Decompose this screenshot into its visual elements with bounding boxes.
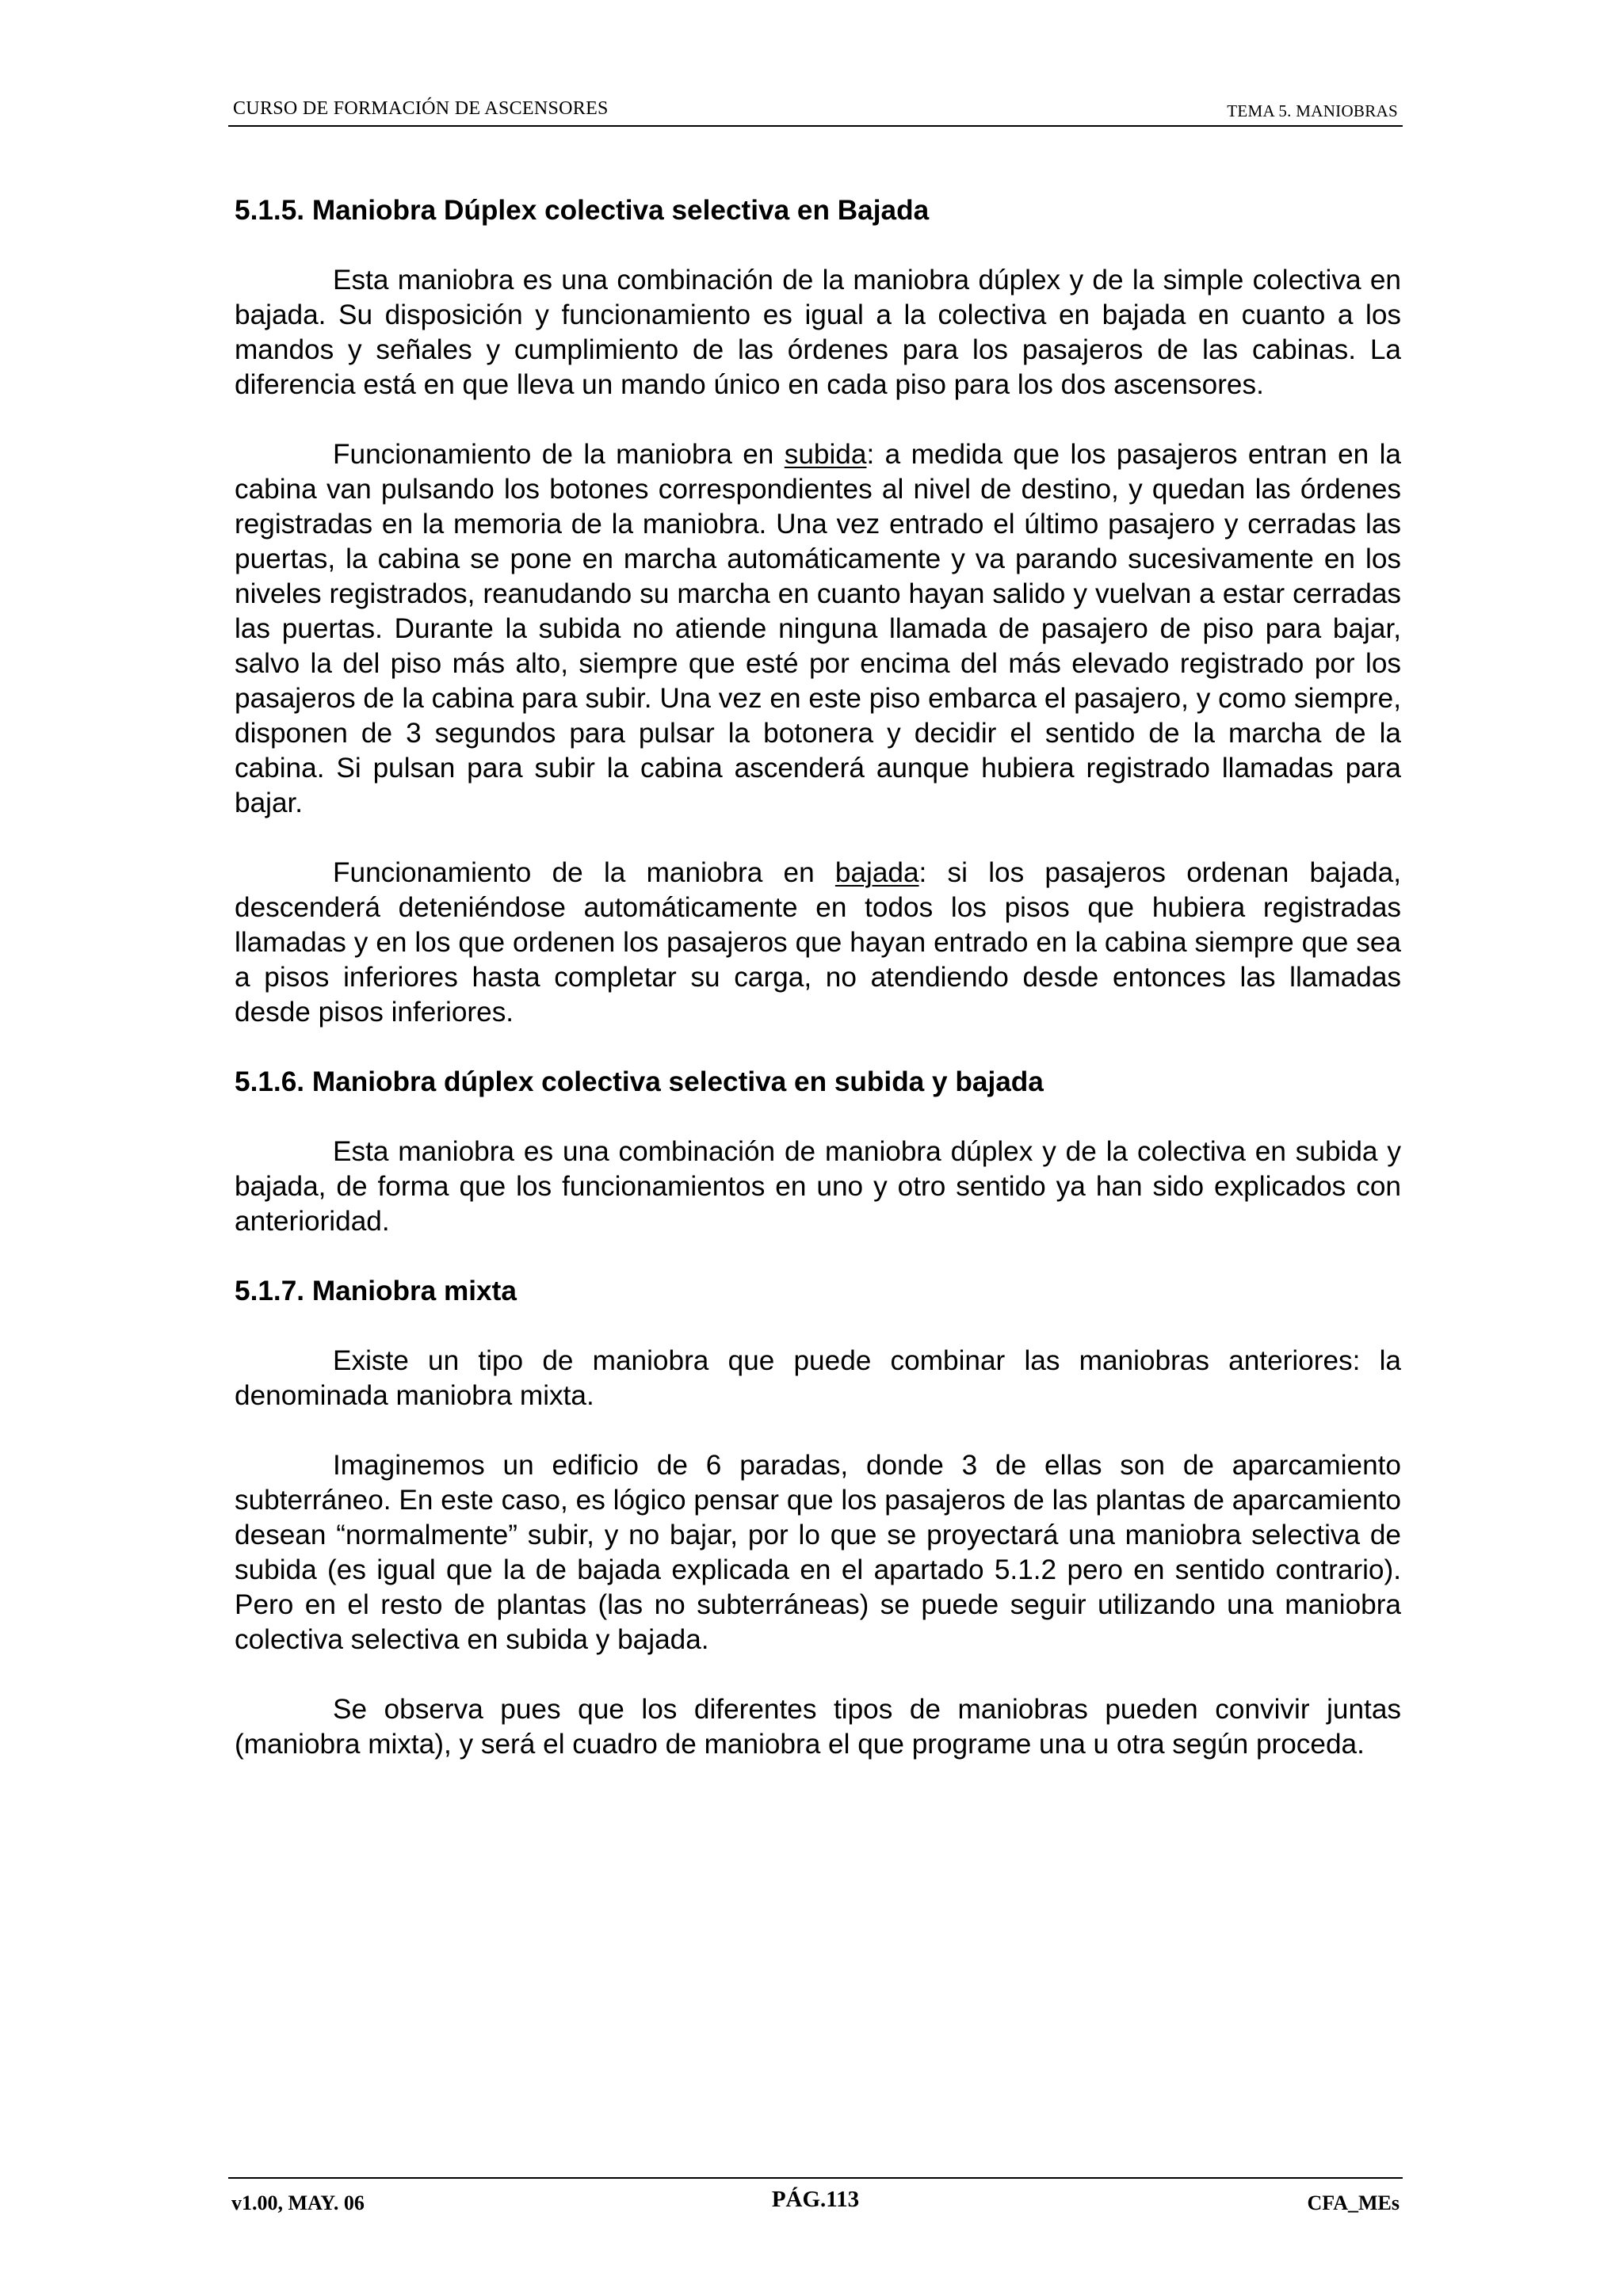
underlined-term-subida: subida: [784, 439, 867, 470]
paragraph-bajada-lead: Funcionamiento de la maniobra en: [333, 857, 835, 888]
paragraph-bajada: [235, 856, 1401, 1030]
paragraph-duplex-subida-bajada: Esta maniobra es una combinación de maniobra dúplex y de la colectiva en subida y bajada, de forma que los funcionamientos en uno y otro sentido ya han sido explicados con anterioridad.: [235, 1136, 1401, 1237]
footer-version: v1.00, MAY. 06: [231, 2191, 365, 2214]
header-course-title: CURSO DE FORMACIÓN DE ASCENSORES: [233, 98, 609, 119]
paragraph-bajada-text: : si los pasajeros ordenan bajada, descenderá deteniéndose automáticamente en todos los pisos que hubiera registradas llamadas y en los que ordenen los pasajeros que hayan entrado en la cabina siempre que sea a pisos inferiores hasta completar su carga, no atendiendo desde entonces las llamadas desde pisos inferiores.: [235, 857, 1402, 1028]
footer-document-code: CFA_MEs: [1307, 2191, 1400, 2214]
paragraph-subida-text: : a medida que los pasajeros entran en la cabina van pulsando los botones correspondientes al nivel de destino, y quedan las órdenes registradas en la memoria de la maniobra. Una vez entrado el último pasajero y cerradas las puertas, la cabina se pone en marcha automáticamente y va parando sucesivamente en los niveles registrados, reanudando su marcha en cuanto hayan salido y vuelvan a estar cerradas las puertas. Durante la subida no atiende ninguna llamada de pasajero de piso para bajar, salvo la del piso más alto, siempre que esté por encima del más elevado registrado por los pasajeros de la cabina para subir. Una vez en este piso embarca el pasajero, y como siempre, disponen de 3 segundos para pulsar la botonera y decidir el sentido de la marcha de la cabina. Si pulsan para subir la cabina ascenderá aunque hubiera registrado llamadas para bajar.: [235, 439, 1401, 818]
paragraph-mixta-conclusion: Se observa pues que los diferentes tipos de maniobras pueden convivir juntas (maniobra mixta), y será el cuadro de maniobra el que programe una u otra según proceda.: [235, 1694, 1401, 1760]
paragraph-duplex-intro: Esta maniobra es una combinación de la maniobra dúplex y de la simple colectiva en bajada. Su disposición y funcionamiento es igual a la colectiva en bajada en cuanto a los mandos y señales y cumplimiento de las órdenes para los pasajeros de las cabinas. La diferencia está en que lleva un mando único en cada piso para los dos ascensores.: [235, 265, 1401, 400]
paragraph-subida-lead: Funcionamiento de la maniobra en: [333, 439, 785, 470]
page-footer: [228, 2177, 1403, 2214]
paragraph-mixta-intro: Existe un tipo de maniobra que puede combinar las maniobras anteriores: la denominada maniobra mixta.: [235, 1345, 1401, 1411]
paragraph-subida: [235, 437, 1401, 821]
paragraph-mixta-example: Imaginemos un edificio de 6 paradas, donde 3 de ellas son de aparcamiento subterráneo. En este caso, es lógico pensar que los pasajeros de las plantas de aparcamiento desean “normalmente” subir, y no bajar, por lo que se proyectará una maniobra selectiva de subida (es igual que la de bajada explicada en el apartado 5.1.2 pero en sentido contrario). Pero en el resto de plantas (las no subterráneas) se puede seguir utilizando una maniobra colectiva selectiva en subida y bajada.: [235, 1450, 1401, 1655]
underlined-term-bajada: bajada: [834, 857, 919, 888]
document-body: [235, 193, 1401, 1797]
header-chapter-title: TEMA 5. MANIOBRAS: [1227, 101, 1398, 120]
section-heading-5-1-6: 5.1.6. Maniobra dúplex colectiva selectiva en subida y bajada: [235, 1066, 1044, 1097]
page-header: [228, 97, 1403, 127]
section-heading-5-1-7: 5.1.7. Maniobra mixta: [235, 1276, 517, 1306]
footer-page-number: PÁG.113: [771, 2187, 860, 2212]
section-heading-5-1-5: 5.1.5. Maniobra Dúplex colectiva selectiva en Bajada: [235, 195, 930, 226]
